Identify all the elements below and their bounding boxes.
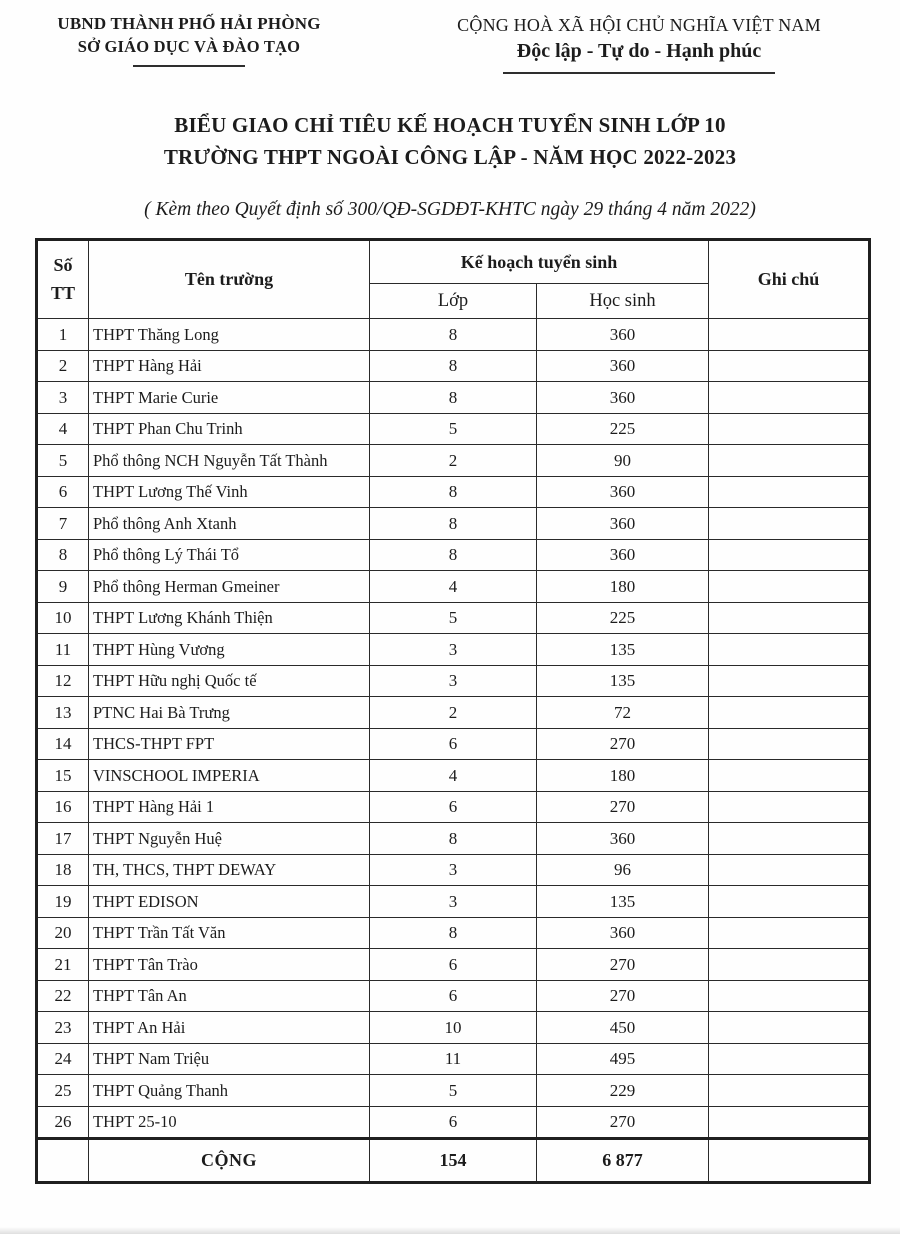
students-value: 270 [537, 1106, 709, 1139]
school-name: Phổ thông Lý Thái Tổ [89, 539, 370, 571]
table-footer [37, 1139, 870, 1183]
row-number: 16 [37, 791, 89, 823]
table-row [37, 1106, 870, 1139]
table-row [37, 665, 870, 697]
note-value [709, 413, 870, 445]
row-number: 9 [37, 571, 89, 603]
table-row [37, 445, 870, 477]
students-value: 270 [537, 728, 709, 760]
table-row [37, 413, 870, 445]
students-value: 90 [537, 445, 709, 477]
classes-value: 5 [370, 1075, 537, 1107]
row-number: 2 [37, 350, 89, 382]
classes-value: 2 [370, 445, 537, 477]
classes-value: 3 [370, 886, 537, 918]
table-row [37, 854, 870, 886]
total-students-value: 6 877 [537, 1139, 709, 1183]
note-value [709, 854, 870, 886]
table-row [37, 1012, 870, 1044]
table-row [37, 382, 870, 414]
students-value: 180 [537, 571, 709, 603]
classes-value: 8 [370, 508, 537, 540]
table-body [37, 319, 870, 1139]
row-number: 10 [37, 602, 89, 634]
school-name: Phổ thông Anh Xtanh [89, 508, 370, 540]
classes-value: 8 [370, 319, 537, 351]
students-value: 270 [537, 949, 709, 981]
classes-value: 3 [370, 634, 537, 666]
school-name: THPT Hàng Hải 1 [89, 791, 370, 823]
classes-value: 5 [370, 413, 537, 445]
classes-value: 10 [370, 1012, 537, 1044]
students-value: 360 [537, 917, 709, 949]
row-number: 14 [37, 728, 89, 760]
classes-value: 2 [370, 697, 537, 729]
students-value: 360 [537, 823, 709, 855]
table-row [37, 539, 870, 571]
classes-value: 8 [370, 350, 537, 382]
document-title [0, 110, 900, 173]
table-row [37, 634, 870, 666]
col-header-stt-line1: Số [53, 254, 73, 275]
total-label: CỘNG [89, 1139, 370, 1183]
students-value: 180 [537, 760, 709, 792]
students-value: 72 [537, 697, 709, 729]
students-value: 229 [537, 1075, 709, 1107]
students-value: 360 [537, 539, 709, 571]
national-motto: Độc lập - Tự do - Hạnh phúc [516, 40, 762, 63]
row-number: 18 [37, 854, 89, 886]
school-name: THCS-THPT FPT [89, 728, 370, 760]
students-value: 360 [537, 350, 709, 382]
row-number: 6 [37, 476, 89, 508]
scan-shadow [0, 1227, 900, 1234]
row-number: 7 [37, 508, 89, 540]
school-name: THPT Hữu nghị Quốc tế [89, 665, 370, 697]
motto-underline [503, 72, 775, 74]
agency-underline [133, 65, 245, 67]
table-row [37, 823, 870, 855]
note-value [709, 791, 870, 823]
note-value [709, 823, 870, 855]
table-row [37, 791, 870, 823]
national-header [0, 0, 900, 74]
classes-value: 3 [370, 665, 537, 697]
school-name: PTNC Hai Bà Trưng [89, 697, 370, 729]
table-row [37, 697, 870, 729]
total-row [37, 1139, 870, 1183]
agency-parent-name: UBND THÀNH PHỐ HẢI PHÒNG [57, 14, 321, 33]
issuing-agency-block [0, 13, 378, 74]
row-number: 25 [37, 1075, 89, 1107]
school-name: THPT Tân Trào [89, 949, 370, 981]
classes-value: 6 [370, 728, 537, 760]
school-name: Phổ thông Herman Gmeiner [89, 571, 370, 603]
row-number: 4 [37, 413, 89, 445]
col-header-enrollment-plan: Kế hoạch tuyển sinh [370, 240, 709, 284]
note-value [709, 571, 870, 603]
classes-value: 4 [370, 571, 537, 603]
students-value: 450 [537, 1012, 709, 1044]
col-header-stt-line2: TT [50, 282, 75, 303]
students-value: 360 [537, 319, 709, 351]
document-title-line2: TRƯỜNG THPT NGOÀI CÔNG LẬP - NĂM HỌC 2022-2023 [163, 144, 737, 169]
school-name: THPT Quảng Thanh [89, 1075, 370, 1107]
row-number: 13 [37, 697, 89, 729]
table-row [37, 1075, 870, 1107]
school-name: THPT Nam Triệu [89, 1043, 370, 1075]
school-name: THPT An Hải [89, 1012, 370, 1044]
note-value [709, 917, 870, 949]
document-title-line1: BIỂU GIAO CHỈ TIÊU KẾ HOẠCH TUYỂN SINH LỚP 10 [174, 113, 726, 138]
classes-value: 6 [370, 980, 537, 1012]
school-name: THPT Nguyễn Huệ [89, 823, 370, 855]
school-name: TH, THCS, THPT DEWAY [89, 854, 370, 886]
table-row [37, 350, 870, 382]
note-value [709, 886, 870, 918]
students-value: 270 [537, 980, 709, 1012]
students-value: 360 [537, 382, 709, 414]
table-row [37, 980, 870, 1012]
row-number: 12 [37, 665, 89, 697]
note-value [709, 697, 870, 729]
table-row [37, 508, 870, 540]
school-name: THPT Thăng Long [89, 319, 370, 351]
row-number: 1 [37, 319, 89, 351]
classes-value: 5 [370, 602, 537, 634]
enrollment-quota-table [35, 238, 871, 1184]
table-header [37, 240, 870, 319]
note-value [709, 508, 870, 540]
table-row [37, 728, 870, 760]
note-value [709, 1012, 870, 1044]
school-name: THPT Hàng Hải [89, 350, 370, 382]
agency-name: SỞ GIÁO DỤC VÀ ĐÀO TẠO [77, 36, 301, 56]
note-value [709, 1075, 870, 1107]
total-empty-note [709, 1139, 870, 1183]
school-name: THPT EDISON [89, 886, 370, 918]
note-value [709, 476, 870, 508]
students-value: 495 [537, 1043, 709, 1075]
national-motto-block [378, 13, 900, 74]
table-row [37, 571, 870, 603]
table-row [37, 949, 870, 981]
classes-value: 6 [370, 1106, 537, 1139]
students-value: 360 [537, 508, 709, 540]
students-value: 360 [537, 476, 709, 508]
students-value: 270 [537, 791, 709, 823]
classes-value: 8 [370, 539, 537, 571]
row-number: 17 [37, 823, 89, 855]
school-name: THPT Lương Khánh Thiện [89, 602, 370, 634]
table-row [37, 886, 870, 918]
students-value: 135 [537, 886, 709, 918]
classes-value: 6 [370, 949, 537, 981]
row-number: 15 [37, 760, 89, 792]
classes-value: 4 [370, 760, 537, 792]
school-name: THPT Marie Curie [89, 382, 370, 414]
row-number: 19 [37, 886, 89, 918]
row-number: 22 [37, 980, 89, 1012]
col-header-students: Học sinh [537, 284, 709, 319]
note-value [709, 382, 870, 414]
row-number: 26 [37, 1106, 89, 1139]
note-value [709, 445, 870, 477]
note-value [709, 1043, 870, 1075]
note-value [709, 602, 870, 634]
row-number: 8 [37, 539, 89, 571]
note-value [709, 980, 870, 1012]
students-value: 225 [537, 413, 709, 445]
note-value [709, 760, 870, 792]
document-subtitle: ( Kèm theo Quyết định số 300/QĐ-SGDĐT-KHTC ngày 29 tháng 4 năm 2022) [144, 199, 756, 221]
note-value [709, 634, 870, 666]
classes-value: 8 [370, 382, 537, 414]
table-row [37, 917, 870, 949]
students-value: 135 [537, 665, 709, 697]
table-row [37, 1043, 870, 1075]
note-value [709, 949, 870, 981]
students-value: 96 [537, 854, 709, 886]
note-value [709, 350, 870, 382]
students-value: 225 [537, 602, 709, 634]
row-number: 5 [37, 445, 89, 477]
row-number: 21 [37, 949, 89, 981]
note-value [709, 728, 870, 760]
country-name: CỘNG HOÀ XÃ HỘI CHỦ NGHĨA VIỆT NAM [457, 15, 821, 35]
row-number: 23 [37, 1012, 89, 1044]
school-name: THPT Lương Thế Vinh [89, 476, 370, 508]
note-value [709, 539, 870, 571]
row-number: 11 [37, 634, 89, 666]
row-number: 24 [37, 1043, 89, 1075]
classes-value: 11 [370, 1043, 537, 1075]
table-row [37, 760, 870, 792]
col-header-school-name: Tên trường [89, 240, 370, 319]
school-name: Phổ thông NCH Nguyễn Tất Thành [89, 445, 370, 477]
table-row [37, 319, 870, 351]
classes-value: 8 [370, 476, 537, 508]
row-number: 20 [37, 917, 89, 949]
classes-value: 8 [370, 917, 537, 949]
note-value [709, 319, 870, 351]
note-value [709, 665, 870, 697]
table-row [37, 476, 870, 508]
classes-value: 3 [370, 854, 537, 886]
total-empty-stt [37, 1139, 89, 1183]
classes-value: 6 [370, 791, 537, 823]
note-value [709, 1106, 870, 1139]
school-name: THPT Hùng Vương [89, 634, 370, 666]
school-name: THPT Tân An [89, 980, 370, 1012]
school-name: THPT 25-10 [89, 1106, 370, 1139]
school-name: VINSCHOOL IMPERIA [89, 760, 370, 792]
total-classes-value: 154 [370, 1139, 537, 1183]
col-header-stt [37, 240, 89, 319]
table-row [37, 602, 870, 634]
row-number: 3 [37, 382, 89, 414]
school-name: THPT Trần Tất Văn [89, 917, 370, 949]
school-name: THPT Phan Chu Trinh [89, 413, 370, 445]
col-header-classes: Lớp [370, 284, 537, 319]
classes-value: 8 [370, 823, 537, 855]
col-header-note: Ghi chú [709, 240, 870, 319]
students-value: 135 [537, 634, 709, 666]
